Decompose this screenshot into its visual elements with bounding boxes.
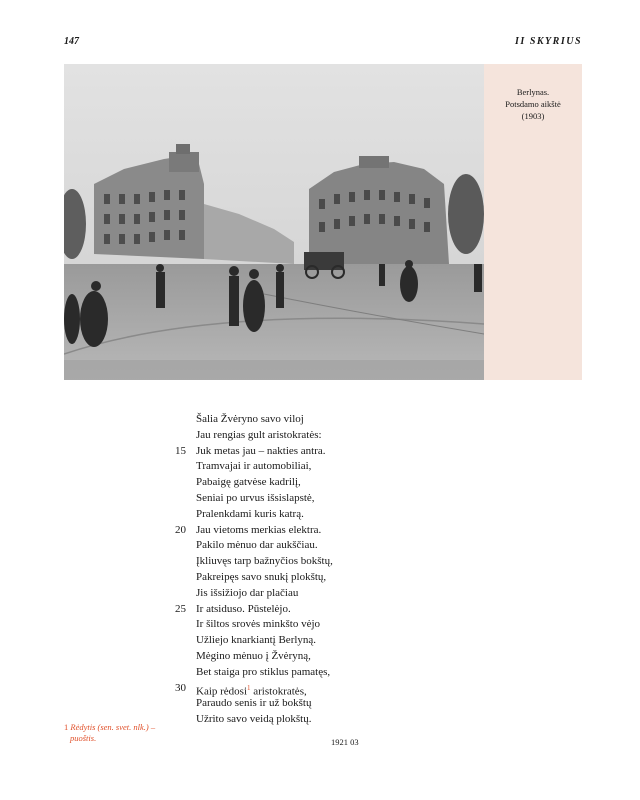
line-number: 20	[175, 523, 186, 536]
poem-line	[166, 712, 426, 728]
line-text: Užliejo knarkiantį Berlyną.	[196, 634, 317, 647]
footnote-reference: 1	[247, 683, 251, 692]
photo-caption-panel	[484, 64, 582, 380]
photo-caption	[484, 86, 582, 122]
poem-line	[166, 665, 426, 681]
poem-line	[166, 554, 426, 570]
line-text: Kaip rėdosi	[196, 685, 248, 698]
line-text: Užrito savo veidą plokštų.	[196, 713, 312, 726]
line-text: Įkliuvęs tarp bažnyčios bokštų,	[196, 555, 333, 568]
poem-line	[166, 570, 426, 586]
line-text: Jau vietoms merkias elektra.	[196, 523, 322, 536]
line-text: Tramvajai ir automobiliai,	[196, 460, 312, 473]
line-text: Juk metas jau – nakties antra.	[196, 444, 326, 457]
poem-line	[166, 507, 426, 523]
poem-line	[166, 475, 426, 491]
line-text: Ir šiltos srovės minkšto vėjo	[196, 618, 321, 631]
poem-line	[166, 633, 426, 649]
poem-line	[166, 538, 426, 554]
footnote-text: Rėdytis (sen. svet. nlk.) –	[70, 722, 156, 732]
poem-date: 1921 03	[331, 737, 359, 747]
line-number: 30	[175, 681, 186, 694]
poem-line	[166, 617, 426, 633]
line-text: Mėgino mėnuo į Žvėryną,	[196, 649, 311, 662]
caption-line-3: (1903)	[521, 111, 545, 121]
line-text: Paraudo senis ir už bokštų	[196, 697, 312, 710]
line-text-after: aristokratės,	[250, 685, 307, 698]
footnote	[64, 722, 174, 744]
historical-photo	[64, 64, 484, 380]
caption-line-1: Berlynas.	[516, 87, 550, 97]
poem-line	[166, 681, 426, 697]
line-text: Šalia Žvėryno savo viloj	[196, 413, 304, 425]
line-number: 25	[175, 602, 186, 615]
line-text: Jau rengias gult aristokratės:	[196, 428, 322, 441]
line-text: Pralenkdami kuris katrą.	[196, 507, 304, 520]
footnote-text-2: puoštis.	[70, 733, 97, 743]
poem-line	[166, 428, 426, 444]
line-text: Pabaigę gatvėse kadrilį,	[196, 476, 301, 489]
line-text: Pakreipęs savo snukį plokštų,	[196, 570, 327, 583]
poem-line	[166, 696, 426, 712]
caption-line-2: Potsdamo aikštė	[505, 99, 561, 109]
footnote-mark: 1	[64, 722, 69, 732]
poem-line	[166, 649, 426, 665]
poem-line	[166, 602, 426, 618]
line-number: 15	[175, 444, 186, 457]
poem-line	[166, 586, 426, 602]
line-text: Bet staiga pro stiklus pamatęs,	[196, 665, 331, 678]
page-number: 147	[64, 36, 79, 47]
line-text: Seniai po urvus išsislapstė,	[196, 491, 315, 504]
poem	[166, 412, 426, 728]
poem-line	[166, 491, 426, 507]
poem-line	[166, 412, 426, 428]
line-text: Pakilo mėnuo dar aukščiau.	[196, 539, 318, 552]
line-text: Jis išsižiojo dar plačiau	[196, 586, 299, 599]
line-text: Ir atsiduso. Pūstelėjo.	[196, 602, 291, 615]
poem-line	[166, 444, 426, 460]
poem-line	[166, 459, 426, 475]
chapter-title: II SKYRIUS	[515, 36, 582, 47]
poem-line	[166, 523, 426, 539]
